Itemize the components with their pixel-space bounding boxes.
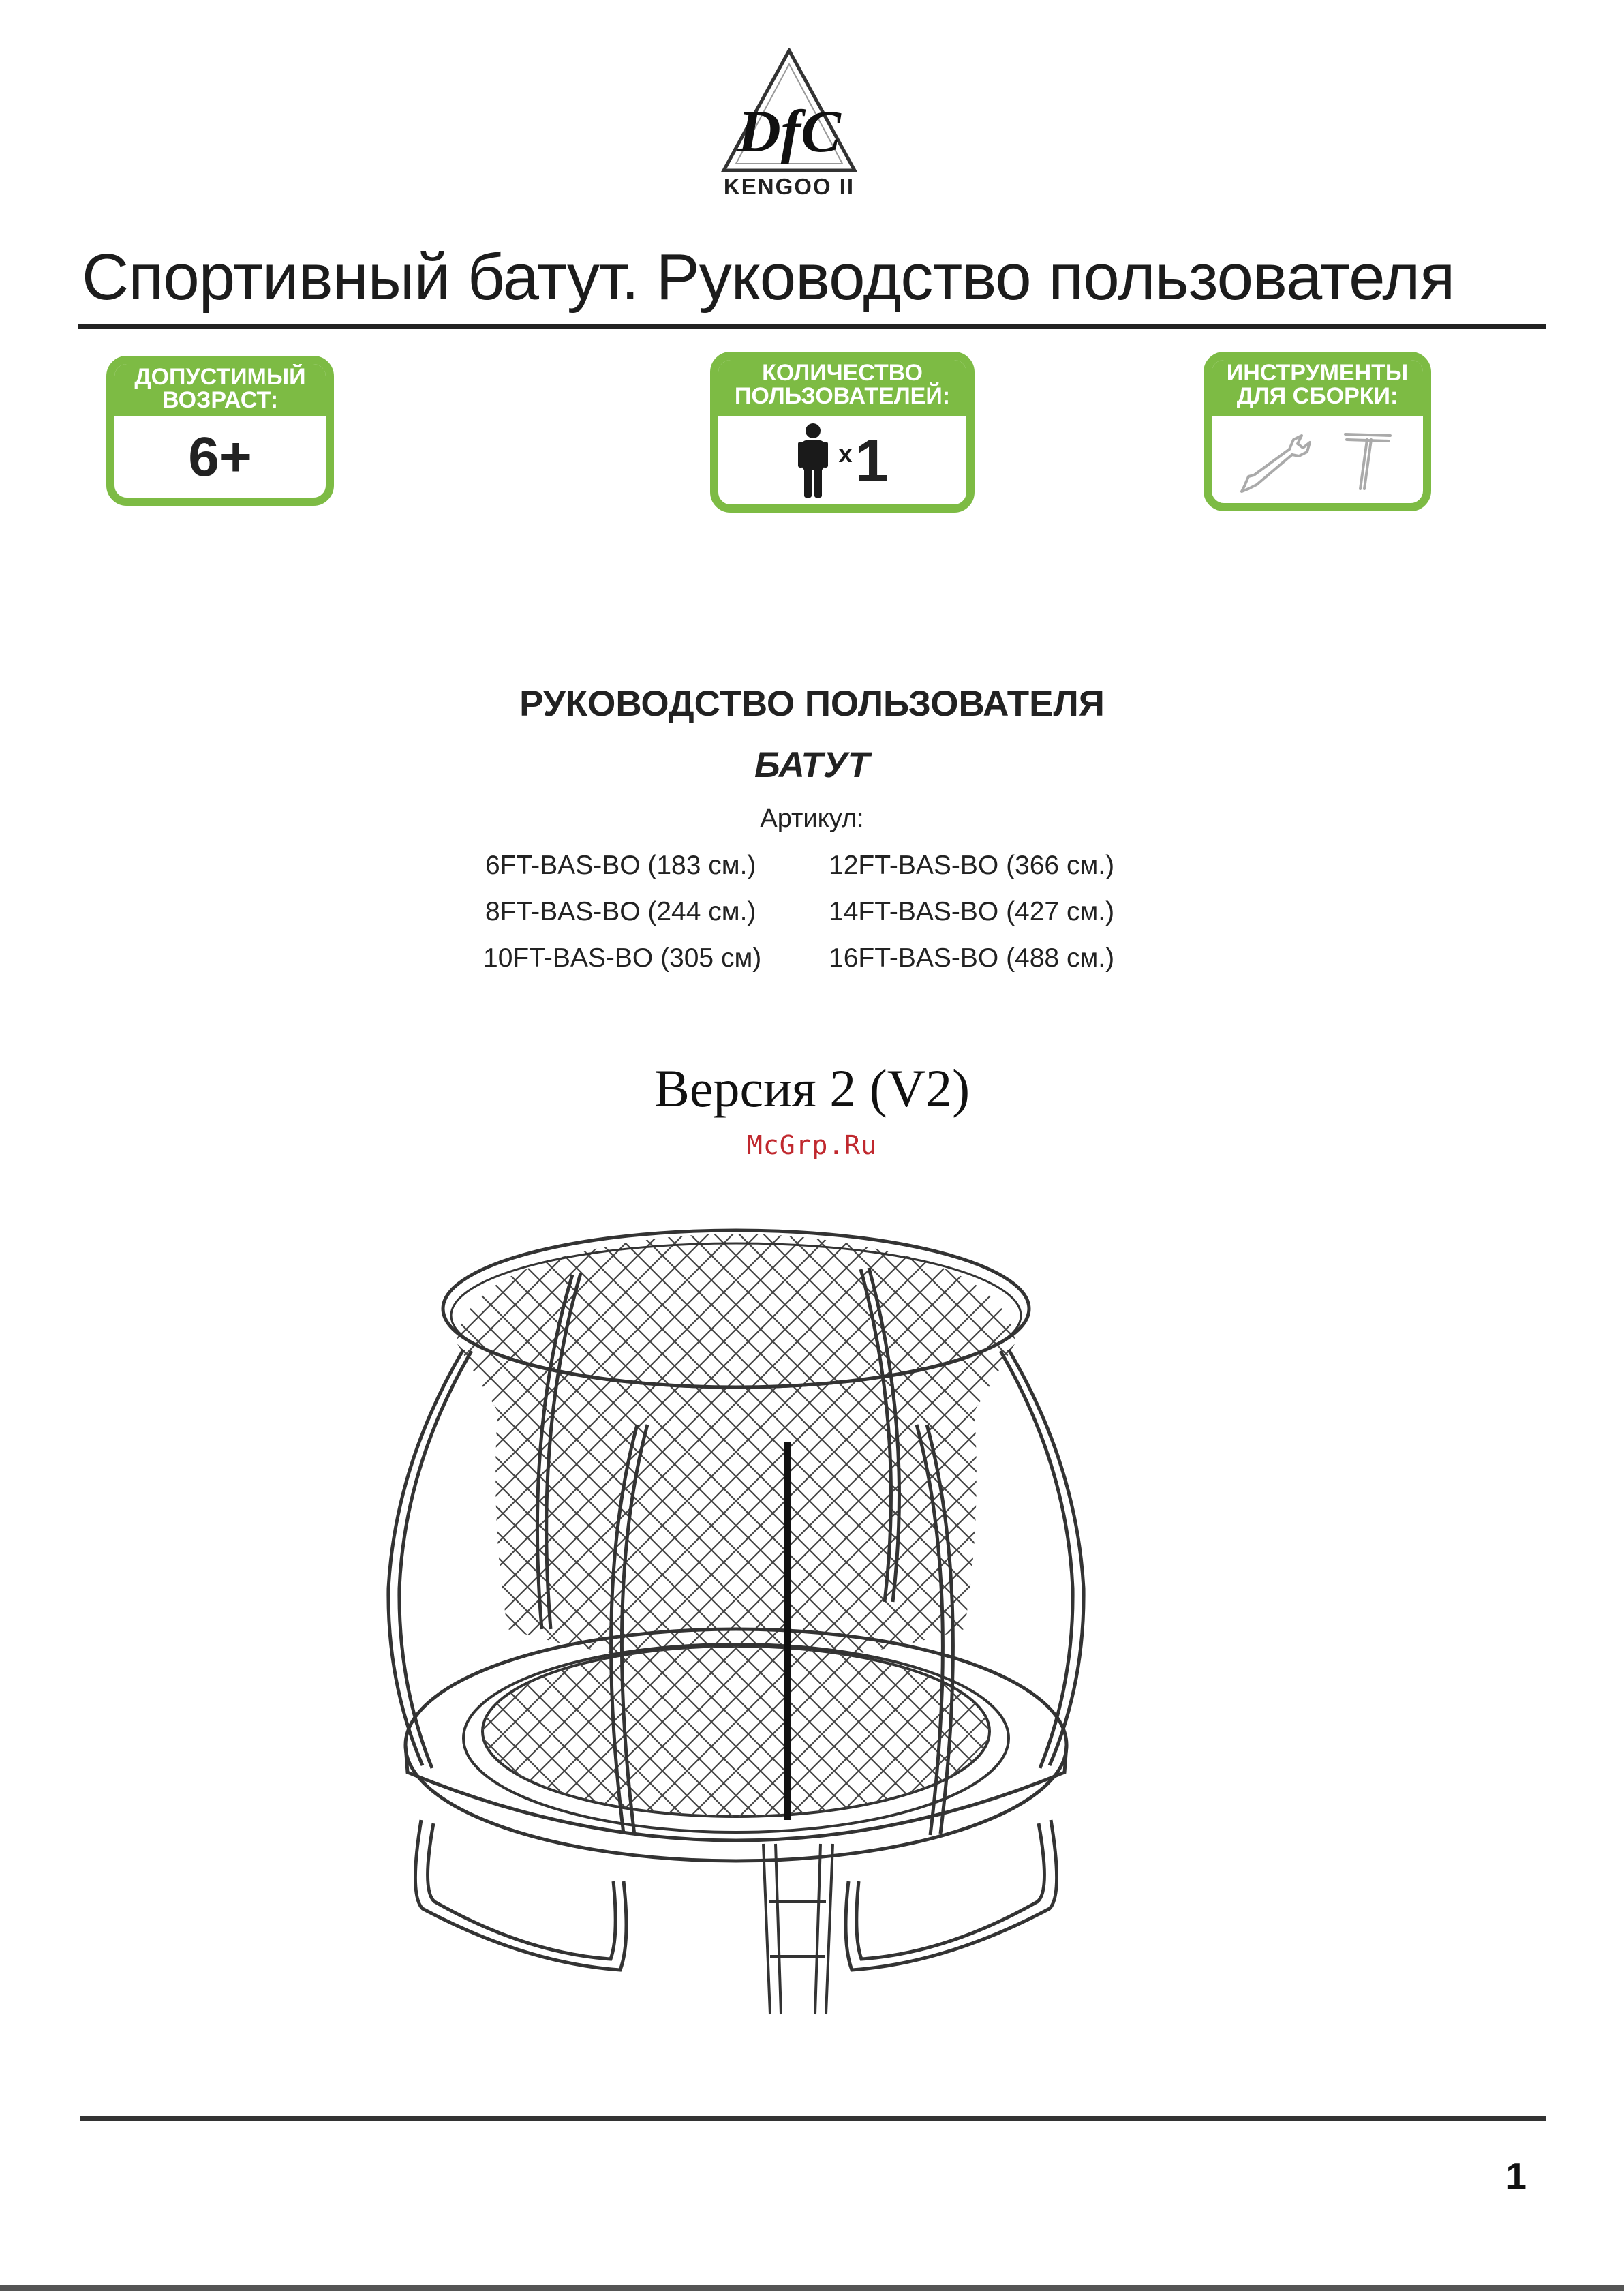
article-item: 10FT-BAS-BO (305 см) (483, 943, 762, 973)
manual-heading: РУКОВОДСТВО ПОЛЬЗОВАТЕЛЯ (519, 684, 1105, 724)
bottom-edge-band (0, 2285, 1624, 2291)
tools-badge-label: ИНСТРУМЕНТЫ ДЛЯ СБОРКИ: (1212, 360, 1423, 416)
users-multiplier: x (838, 440, 853, 468)
users-badge-label: КОЛИЧЕСТВО ПОЛЬЗОВАТЕЛЕЙ: (718, 360, 966, 416)
tools-badge (1204, 352, 1431, 511)
person-icon (797, 423, 829, 499)
age-badge-label: ДОПУСТИМЫЙ ВОЗРАСТ: (114, 364, 326, 416)
users-badge (710, 352, 975, 513)
footer-divider (80, 2116, 1546, 2121)
version-label: Версия 2 (V2) (654, 1059, 970, 1118)
page-title: Спортивный батут. Руководство пользователя (82, 241, 1455, 314)
article-item: 14FT-BAS-BO (427 см.) (829, 897, 1115, 926)
wrench-icon (1239, 426, 1314, 494)
users-count: 1 (855, 427, 889, 494)
article-label: Артикул: (760, 804, 864, 833)
t-wrench-icon (1341, 426, 1396, 494)
trampoline-illustration (368, 1207, 1104, 2024)
manual-subheading: БАТУТ (754, 745, 870, 785)
age-badge-value: 6+ (188, 426, 252, 488)
age-badge (106, 356, 334, 506)
article-item: 8FT-BAS-BO (244 см.) (485, 897, 756, 926)
article-item: 16FT-BAS-BO (488 см.) (829, 943, 1115, 973)
watermark[interactable]: McGrp.Ru (746, 1130, 878, 1160)
article-item: 6FT-BAS-BO (183 см.) (485, 851, 756, 880)
article-item: 12FT-BAS-BO (366 см.) (829, 851, 1115, 880)
users-badge-body (718, 416, 966, 506)
model-name: KENGOO II (723, 174, 855, 199)
page-number: 1 (1505, 2155, 1527, 2197)
tools-badge-body (1212, 416, 1423, 504)
title-divider (78, 324, 1546, 329)
logo-letters: DfC (737, 99, 841, 165)
